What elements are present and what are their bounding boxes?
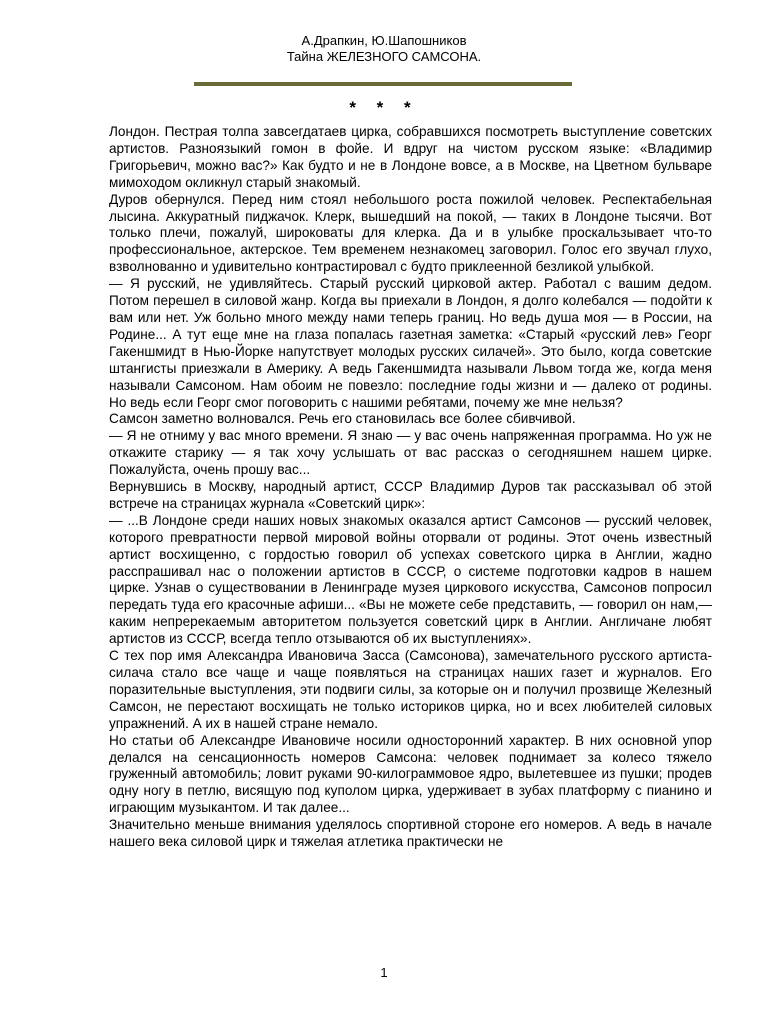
paragraph: Но статьи об Александре Ивановиче носили односторонний характер. В них основной упор делался на сенсационность номеров Самсона: человек поднимает за колесо тяжело груженный автомобиль; ловит руками 90-килограммовое ядро, вылетевшее из пушки; продев одну ногу в петлю, висящую под куполом цирка, удерживает в зубах платформу с пианино и играющим музыкантом. И так далее... bbox=[109, 732, 712, 816]
header-authors: А.Драпкин, Ю.Шапошников bbox=[301, 33, 467, 48]
paragraph: Значительно меньше внимания уделялось спортивной стороне его номеров. А ведь в начале нашего века силовой цирк и тяжелая атлетика практически не bbox=[109, 817, 712, 850]
paragraph: Дуров обернулся. Перед ним стоял небольшого роста пожилой человек. Респектабельная лысина. Аккуратный пиджачок. Клерк, вышедший на покой, — таких в Лондоне тысячи. Вот только плечи, пожалуй, широковаты для клерка. Да и в улыбке проскальзывает что-то профессиональное, актерское. Тем временем незнакомец заговорил. Голос его звучал глухо, взволнованно и удивительно контрастировал с будто приклеенной безликой улыбкой. bbox=[109, 191, 712, 275]
document-header bbox=[0, 33, 768, 65]
paragraph: Самсон заметно волновался. Речь его становилась все более сбивчивой. bbox=[109, 411, 576, 427]
paragraph: — Я русский, не удивляйтесь. Старый русский цирковой актер. Работал с вашим дедом. Потом перешел в силовой жанр. Когда вы приехали в Лондон, я долго колебался — подойти к вам или нет. Уж больно много между нами теперь границ. Но ведь душа моя — в России, на Родине... А тут еще мне на глаза попалась газетная заметка: «Старый «русский лев» Георг Гакеншмидт в Нью-Йорке напутствует молодых русских силачей». Это было, когда советские штангисты приезжали в Америку. А ведь Гакеншмидта называли Львом тогда же, когда меня называли Самсоном. Нам обоим не повезло: последние годы жизни и — далеко от родины. Но ведь если Георг смог поговорить с нашими ребятами, почему же мне нельзя? bbox=[109, 276, 712, 410]
paragraph: — Я не отниму у вас много времени. Я знаю — у вас очень напряженная программа. Но уж не откажите старику — я так хочу услышать от вас рассказ о сегодняшнем нашем цирке. Пожалуйста, очень прошу вас... bbox=[109, 428, 712, 478]
header-rule bbox=[194, 82, 572, 86]
paragraph: С тех пор имя Александра Ивановича Засса (Самсонова), замечательного русского артиста-силача стало все чаще и чаще появляться на страницах наших газет и журналов. Его поразительные выступления, эти подвиги силы, за которые он и получил прозвище Железный Самсон, не перестают восхищать не только историков цирка, но и всех любителей силовых упражнений. А их в нашей стране немало. bbox=[109, 648, 712, 731]
section-mark: * * * bbox=[349, 98, 419, 117]
paragraph: Вернувшись в Москву, народный артист, СССР Владимир Дуров так рассказывал об этой встрече на страницах журнала «Советский цирк»: bbox=[109, 479, 712, 511]
header-title: Тайна ЖЕЛЕЗНОГО САМСОНА. bbox=[286, 49, 482, 64]
paragraph: Лондон. Пестрая толпа завсегдатаев цирка, собравшихся посмотреть выступление советских артистов. Разноязыкий гомон в фойе. И вдруг на чистом русском языке: «Владимир Григорьевич, можно вас?» Как будто и не в Лондоне вовсе, а в Москве, на Цветном бульваре мимоходом окликнул старый знакомый. bbox=[109, 124, 712, 190]
page-number: 1 bbox=[380, 965, 388, 980]
body-text bbox=[109, 124, 712, 851]
paragraph: — ...В Лондоне среди наших новых знакомых оказался артист Самсонов — русский человек, которого превратности первой мировой войны оторвали от родины. Этот очень известный артист восхищенно, с гордостью говорил об успехах советского цирка в Англии, жадно расспрашивал нас о положении артистов в СССР, о системе подготовки кадров в нашем цирке. Узнав о существовании в Ленинграде музея циркового искусства, Самсонов попросил передать туда его красочные афиши... «Вы не можете себе представить, — говорил он нам,— каким непререкаемым авторитетом пользуется советский цирк в Англии. Англичане любят артистов из СССР, всегда тепло отзываются об их выступлениях». bbox=[109, 512, 712, 647]
